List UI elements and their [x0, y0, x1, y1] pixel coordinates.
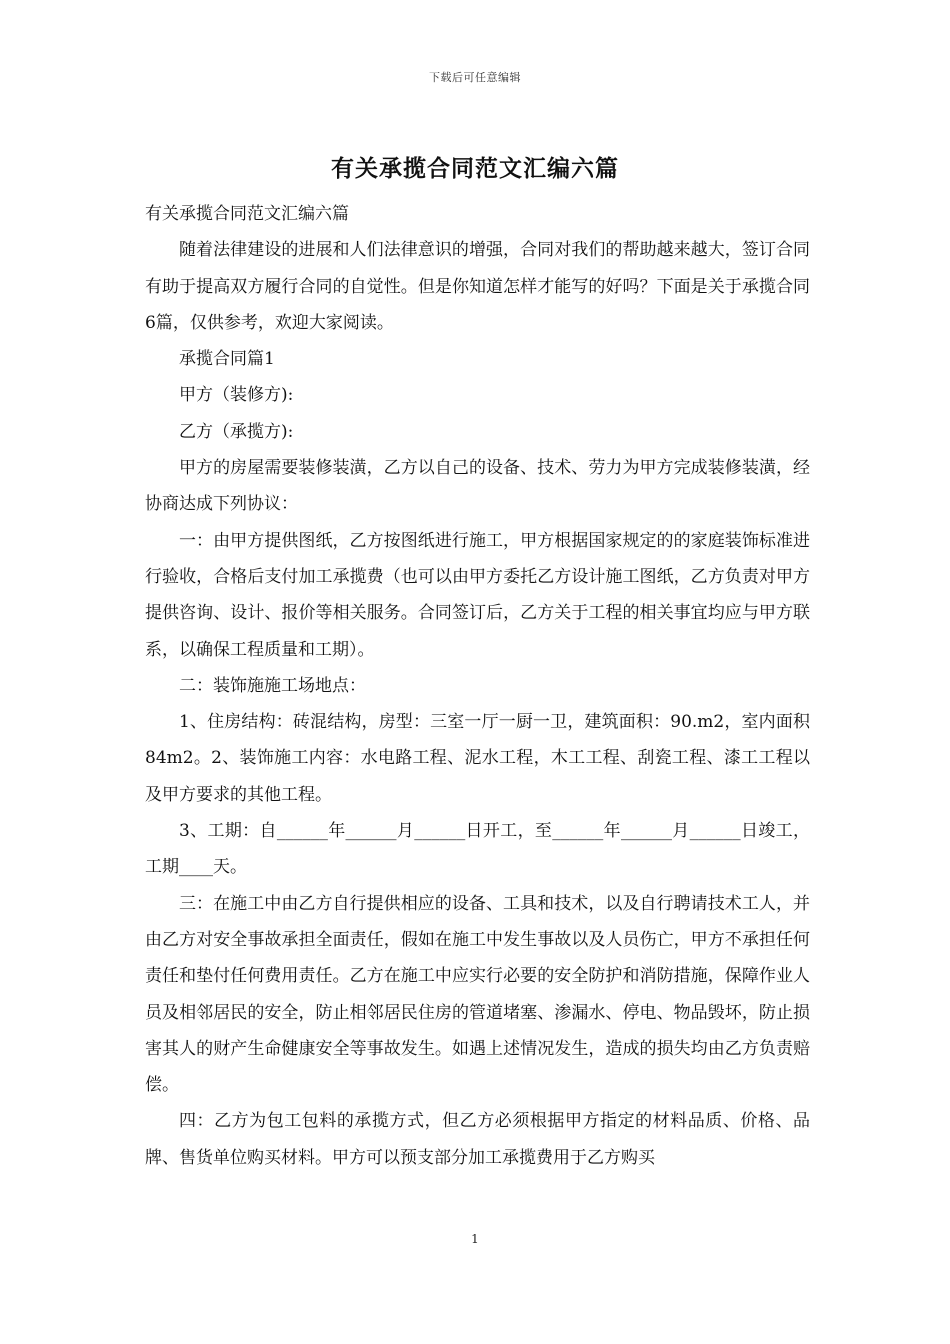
paragraph-agreement-intro: 甲方的房屋需要装修装潢，乙方以自己的设备、技术、劳力为甲方完成装修装潢，经协商达成下列协议： — [145, 458, 810, 515]
paragraph-contract-heading: 承揽合同篇1 — [179, 349, 275, 370]
page-number: 1 — [471, 1232, 479, 1246]
paragraph-clause-1: 一：由甲方提供图纸，乙方按图纸进行施工，甲方根据国家规定的的家庭装饰标准进行验收，合格后支付加工承揽费（也可以由甲方委托乙方设计施工图纸，乙方负责对甲方提供咨询、设计、报价等相关服务。合同签订后，乙方关于工程的相关事宜均应与甲方联系，以确保工程质量和工期）。 — [145, 530, 810, 660]
paragraph-clause-3: 三：在施工中由乙方自行提供相应的设备、工具和技术，以及自行聘请技术工人，并由乙方对安全事故承担全面责任，假如在施工中发生事故以及人员伤亡，甲方不承担任何责任和垫付任何费用责任。乙方在施工中应实行必要的安全防护和消防措施，保障作业人员及相邻居民的安全，防止相邻居民住房的管道堵塞、渗漏水、停电、物品毁坏，防止损害其人的财产生命健康安全等事故发生。如遇上述情况发生，造成的损失均由乙方负责赔偿。 — [145, 893, 810, 1096]
document-title: 有关承揽合同范文汇编六篇 — [331, 155, 619, 182]
paragraph-party-a: 甲方（装修方): — [179, 385, 294, 406]
paragraph-clause-4: 四：乙方为包工包料的承揽方式，但乙方必须根据甲方指定的材料品质、价格、品牌、售货单位购买材料。甲方可以预支部分加工承揽费用于乙方购买 — [145, 1111, 810, 1168]
header-note: 下载后可任意编辑 — [429, 71, 521, 84]
paragraph-intro: 随着法律建设的进展和人们法律意识的增强，合同对我们的帮助越来越大，签订合同有助于提高双方履行合同的自觉性。但是你知道怎样才能写的好吗？下面是关于承揽合同6篇，仅供参考，欢迎大家阅读。 — [145, 240, 810, 333]
paragraph-party-b: 乙方（承揽方): — [179, 421, 294, 442]
paragraph-clause-2-item-1: 1、住房结构：砖混结构，房型：三室一厅一厨一卫，建筑面积：90.m2，室内面积84m2。2、装饰施工内容：水电路工程、泥水工程，木工工程、刮瓷工程、漆工工程以及甲方要求的其他工程。 — [145, 712, 810, 805]
paragraph-subtitle: 有关承揽合同范文汇编六篇 — [145, 204, 349, 224]
document-body — [145, 196, 810, 1176]
paragraph-clause-2-item-3: 3、工期：自______年______月______日开工，至______年______月______日竣工，工期____天。 — [145, 821, 810, 878]
paragraph-clause-2: 二：装饰施施工场地点： — [179, 675, 366, 696]
